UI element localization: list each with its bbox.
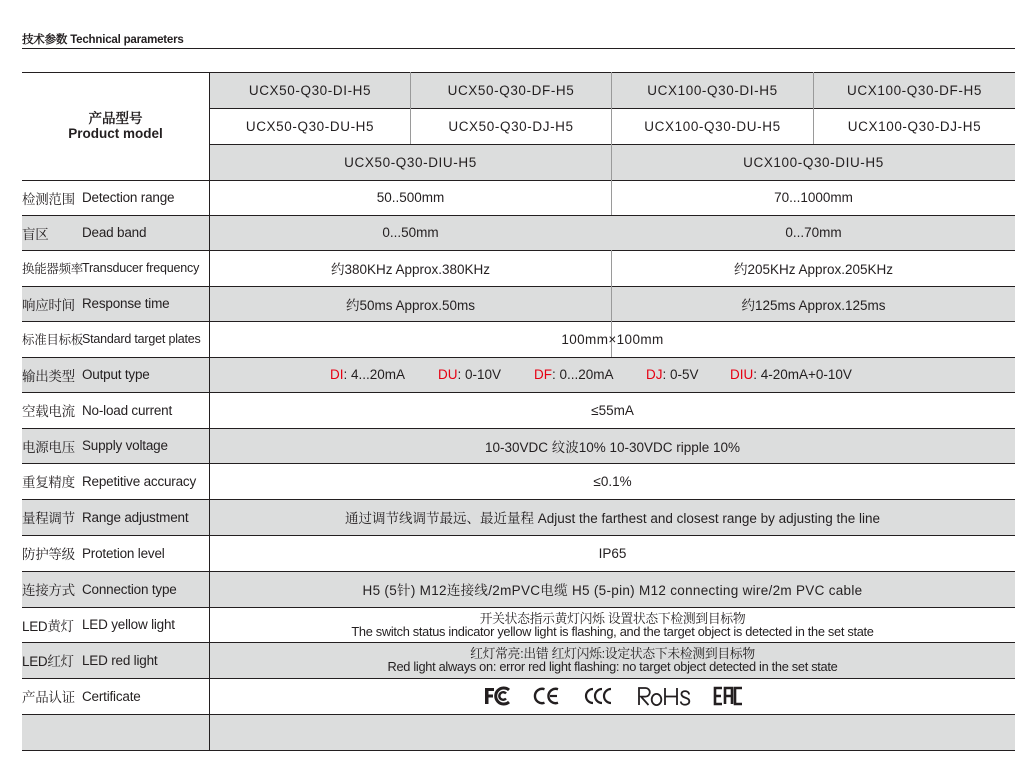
output-type-item-diu: [730, 367, 852, 382]
row-label-en: Connection type: [82, 581, 177, 597]
row-label-cn: LED红灯: [22, 654, 74, 669]
led-yellow-line-en: The switch status indicator yellow light is flashing, and the target object is detected in the set state: [351, 623, 874, 639]
led-yellow-value: [210, 607, 1015, 642]
technical-parameters-table: [22, 72, 1015, 751]
model-cell: UCX100-Q30-DU-H5: [644, 119, 781, 134]
model-cell: UCX100-Q30-DIU-H5: [743, 155, 884, 170]
row-label-en: Dead band: [82, 225, 147, 240]
row-label-en: Response time: [82, 296, 170, 311]
row-label-led-yellow: [22, 607, 209, 642]
output-type-item-di: [330, 367, 405, 382]
dead-band-ucx100: 0...70mm: [785, 225, 842, 240]
model-cell: UCX100-Q30-DI-H5: [647, 83, 778, 98]
detection-range-ucx50: 50..500mm: [376, 190, 445, 205]
response-time-ucx100: 约125ms Approx.125ms: [741, 297, 886, 313]
led-red-line-cn: 红灯常亮:出错 红灯闪烁:设定状态下未检测到目标物: [470, 646, 755, 661]
dead-band-ucx50: 0...50mm: [382, 225, 439, 240]
output-code: DF: [534, 367, 552, 382]
output-code: DU: [438, 367, 458, 382]
row-label-dead-band: [22, 215, 209, 250]
row-label-connection-type: [22, 571, 209, 607]
row-label-cn: LED黄灯: [22, 618, 74, 634]
row-label-en: LED yellow light: [82, 617, 175, 632]
row-label-supply-voltage: [22, 428, 209, 463]
row-label-en: Supply voltage: [82, 438, 168, 453]
row-label-protection-level: [22, 535, 209, 571]
row-label-cn: 盲区: [22, 226, 49, 242]
model-cell: UCX50-Q30-DF-H5: [447, 83, 575, 98]
row-label-cn: 重复精度: [22, 475, 75, 490]
rohs-logo-icon: [637, 685, 691, 707]
output-code: DJ: [646, 367, 663, 382]
row-label-detection-range: [22, 180, 209, 215]
led-red-value: [210, 642, 1015, 678]
header-rule: [22, 48, 1015, 49]
model-cell: UCX50-Q30-DI-H5: [248, 83, 372, 98]
row-label-range-adjustment: [22, 499, 209, 535]
row-label-transducer-frequency: [22, 250, 209, 286]
led-red-line-en: Red light always on: error red light flashing: no target object detected in the set state: [387, 659, 838, 674]
ccc-logo-icon: [583, 686, 615, 706]
output-range: : 4...20mA: [343, 367, 406, 382]
output-type-item-dj: [646, 367, 699, 382]
row-label-cn: 换能器频率: [22, 262, 84, 276]
detection-range-ucx100: 70...1000mm: [774, 190, 853, 205]
row-label-cn: 量程调节: [22, 511, 75, 526]
row-label-certificate: [22, 678, 209, 714]
row-label-en: Detection range: [82, 190, 175, 205]
response-time-ucx50: 约50ms Approx.50ms: [345, 297, 476, 313]
output-type-item-df: [534, 367, 614, 382]
output-type-value: [210, 357, 1015, 392]
eac-logo-icon: [713, 686, 743, 706]
row-label-led-red: [22, 642, 209, 678]
transducer-frequency-ucx100: 约205KHz Approx.205KHz: [733, 262, 894, 277]
supply-voltage-value: 10-30VDC 纹波10% 10-30VDC ripple 10%: [484, 439, 741, 455]
led-yellow-line-cn: 开关状态指示黄灯闪烁 设置状态下检测到目标物: [479, 610, 746, 626]
certificate-logos: [210, 678, 1015, 714]
range-adjustment-value: 通过调节线调节最远、最近量程 Adjust the farthest and closest range by adjusting the line: [345, 511, 880, 526]
no-load-current-value: ≤55mA: [591, 402, 634, 418]
row-label-no-load-current: [22, 392, 209, 428]
model-cell: UCX50-Q30-DJ-H5: [448, 119, 574, 134]
row-label-cn: 检测范围: [22, 191, 75, 207]
row-label-en: Output type: [82, 367, 150, 382]
output-range: : 0-5V: [662, 367, 699, 382]
row-label-cn: 防护等级: [22, 547, 75, 562]
row-label-output-type: [22, 357, 209, 392]
row-label-cn: 输出类型: [22, 368, 75, 384]
row-label-cn: 产品认证: [22, 690, 75, 705]
ce-logo-icon: [533, 686, 561, 706]
output-range: : 4-20mA+0-10V: [753, 367, 852, 382]
row-label-en: Standard target plates: [82, 332, 201, 346]
model-cell: UCX100-Q30-DJ-H5: [847, 119, 982, 134]
row-label-en: Range adjustment: [82, 509, 189, 525]
transducer-frequency-ucx50: 约380KHz Approx.380KHz: [330, 262, 491, 277]
row-label-en: Protetion level: [82, 545, 165, 561]
model-cell: UCX100-Q30-DF-H5: [847, 83, 982, 98]
repetitive-accuracy-value: ≤0.1%: [593, 473, 632, 489]
product-model-label: [22, 72, 209, 180]
output-code: DI: [330, 367, 344, 382]
output-range: : 0-10V: [457, 367, 502, 382]
row-label-en: No-load current: [82, 402, 173, 418]
model-cell: UCX50-Q30-DU-H5: [245, 119, 375, 134]
section-title: 技术参数 Technical parameters: [22, 34, 184, 46]
output-type-item-du: [438, 367, 501, 382]
output-code: DIU: [730, 367, 754, 382]
row-label-en: Certificate: [82, 688, 141, 704]
standard-target-plates-value: 100mm×100mm: [561, 331, 664, 347]
protection-level-value: IP65: [598, 545, 627, 561]
row-label-cn: 空载电流: [22, 404, 75, 419]
row-label-en: Transducer frequency: [82, 261, 200, 275]
row-label-standard-target-plates: [22, 321, 209, 357]
row-label-en: Repetitive accuracy: [82, 473, 197, 489]
row-label-en: LED red light: [82, 652, 158, 668]
fcc-logo-icon: [483, 686, 511, 706]
row-label-cn: 响应时间: [22, 297, 75, 313]
row-label-cn: 标准目标板: [22, 333, 84, 347]
connection-type-value: H5 (5针) M12连接线/2mPVC电缆 H5 (5-pin) M12 connecting wire/2m PVC cable: [362, 583, 863, 598]
product-model-label-en: Product model: [68, 126, 163, 141]
table-rule: [22, 750, 1015, 751]
row-label-cn: 连接方式: [22, 583, 75, 598]
row-label-repetitive-accuracy: [22, 463, 209, 499]
output-range: : 0...20mA: [552, 367, 614, 382]
blank-row: [22, 714, 1015, 750]
row-label-response-time: [22, 286, 209, 321]
model-cell: UCX50-Q30-DIU-H5: [344, 155, 477, 170]
product-model-label-cn: 产品型号: [88, 111, 143, 126]
row-label-cn: 电源电压: [22, 439, 75, 455]
